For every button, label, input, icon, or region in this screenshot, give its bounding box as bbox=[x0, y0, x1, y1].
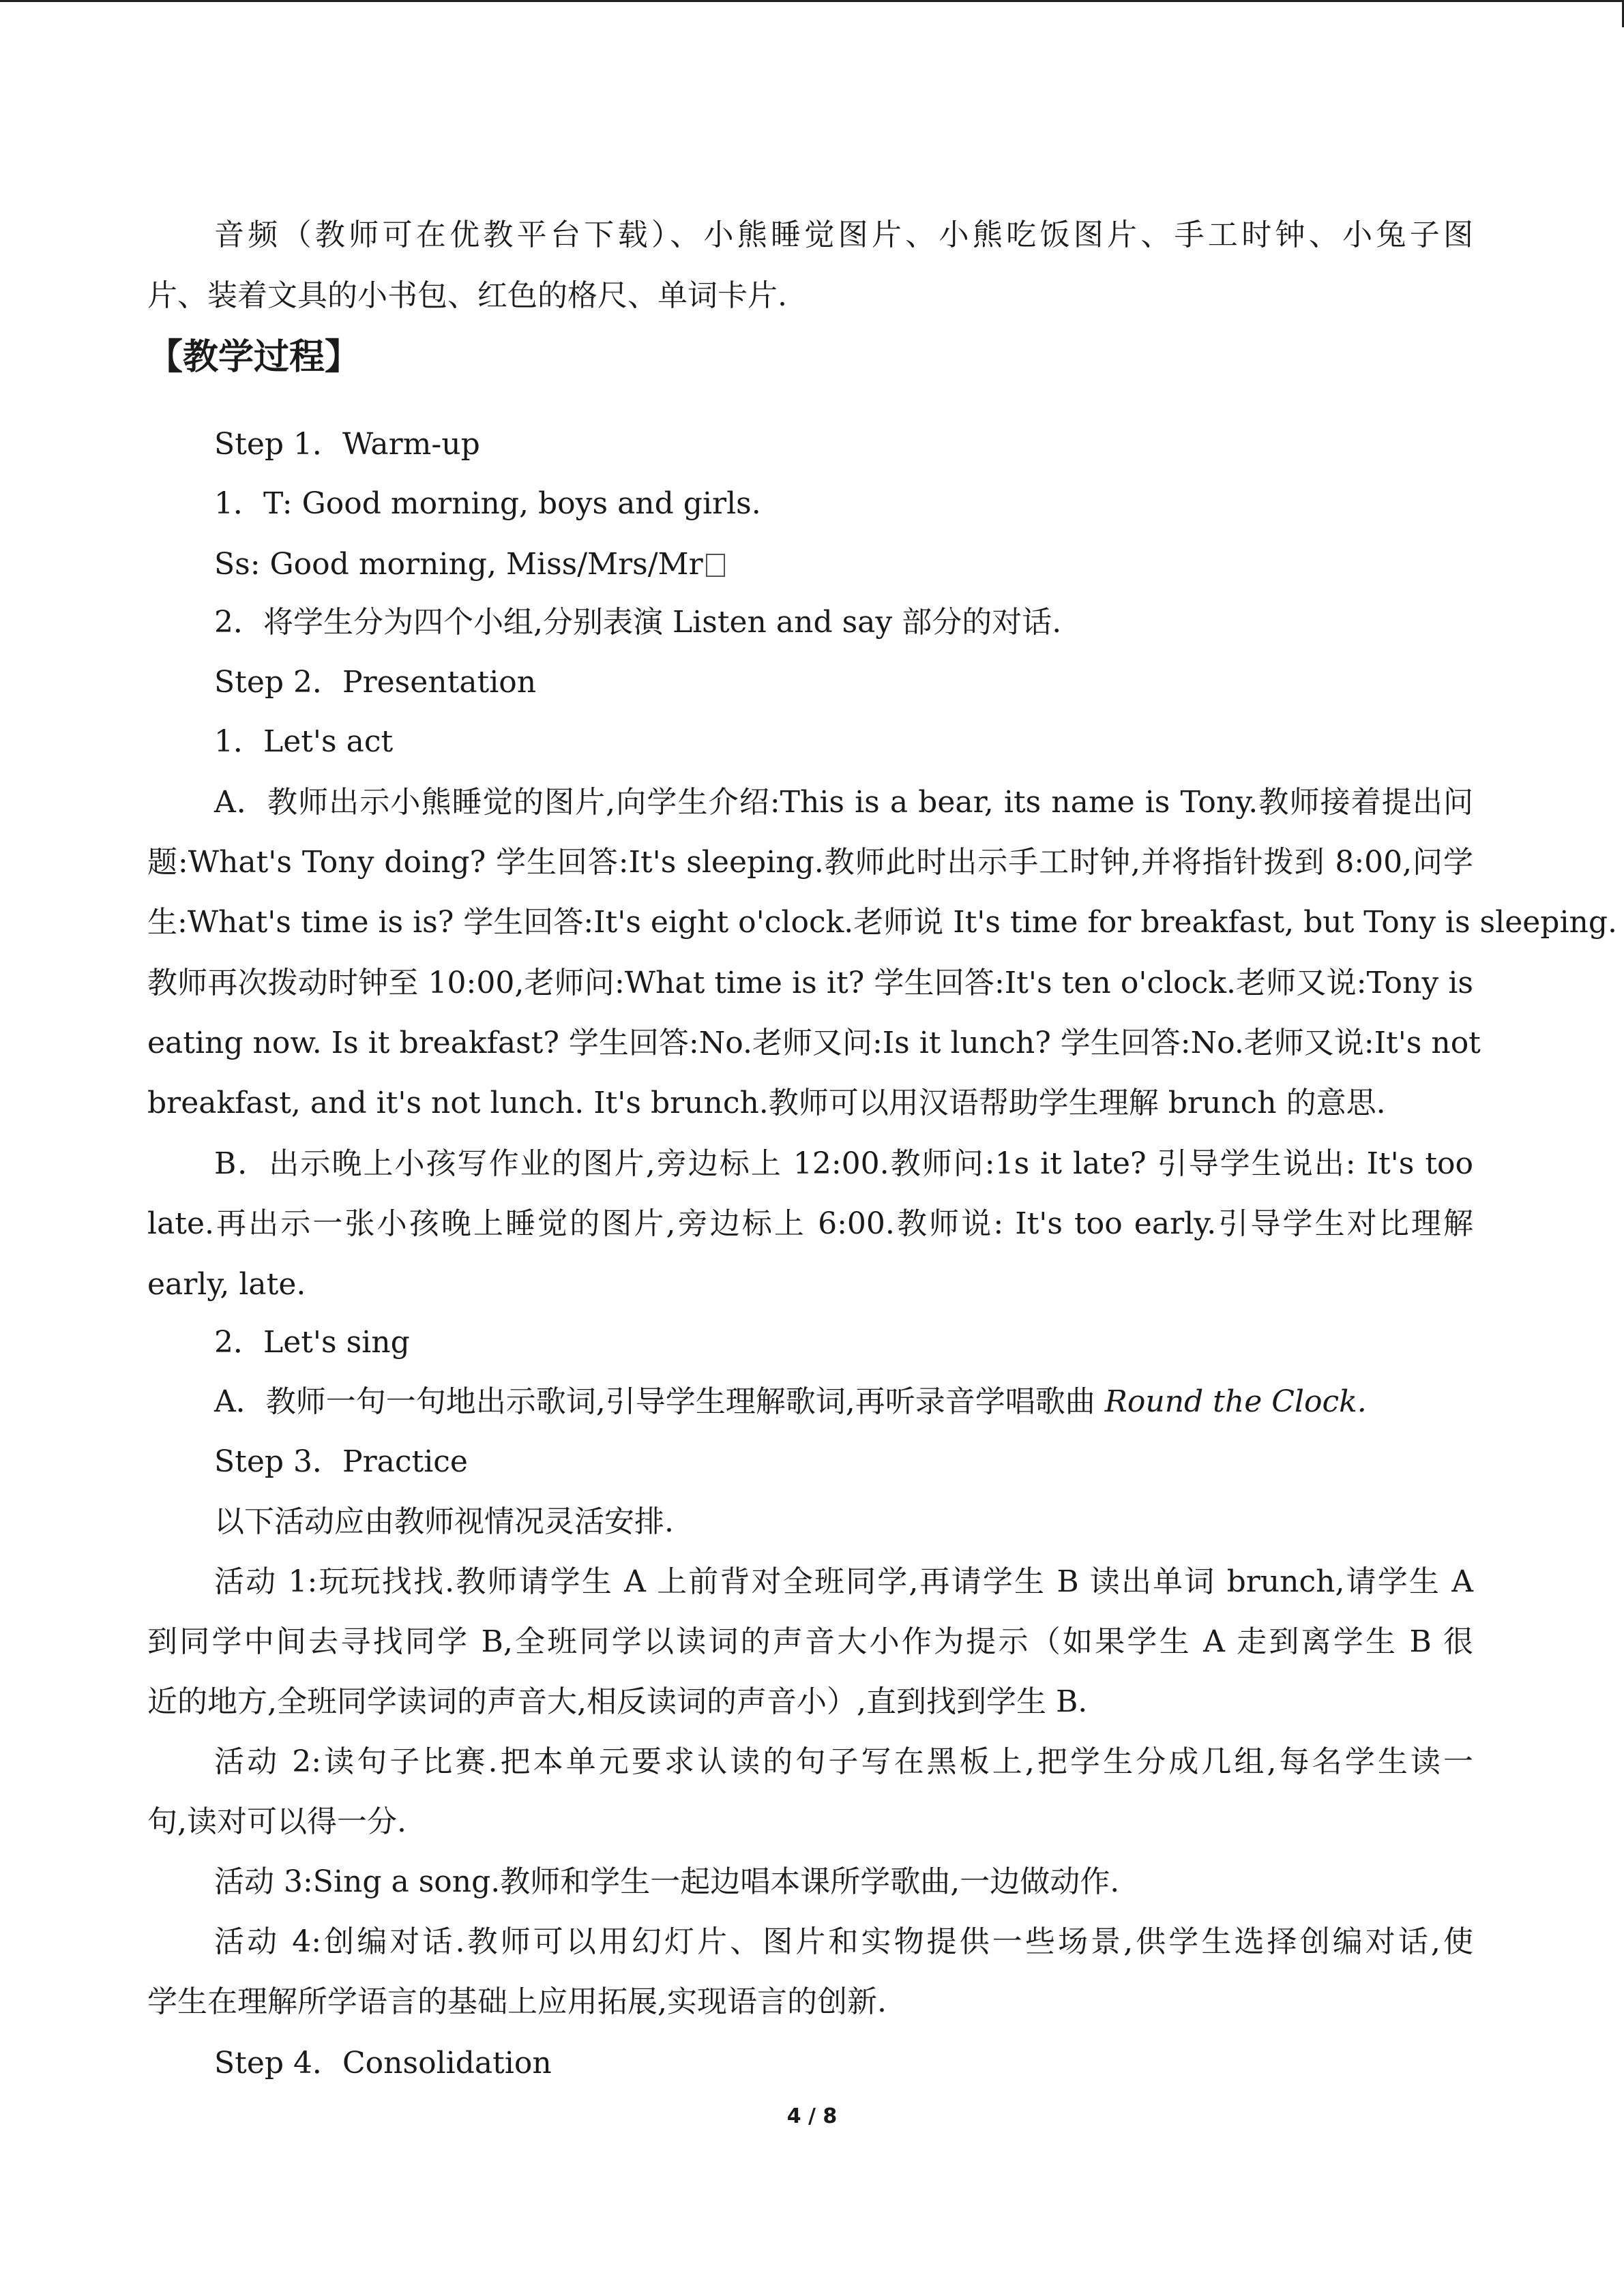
activity-2-line-1: 活动 2:读句子比赛.把本单元要求认读的句子写在黑板上,把学生分成几组,每名学生读一 bbox=[214, 1744, 1473, 1779]
step-1-item-2: 2．将学生分为四个小组,分别表演 Listen and say 部分的对话. bbox=[214, 605, 1062, 640]
materials-line-1: 音频（教师可在优教平台下载）、小熊睡觉图片、小熊吃饭图片、手工时钟、小兔子图 bbox=[214, 218, 1473, 252]
activity-a-line-6: breakfast, and it's not lunch. It's brunch.教师可以用汉语帮助学生理解 brunch 的意思. bbox=[147, 1086, 1386, 1120]
step-2-item-1: 1．Let's act bbox=[214, 724, 394, 759]
activity-1-line-1: 活动 1:玩玩找找.教师请学生 A 上前背对全班同学,再请学生 B 读出单词 brunch,请学生 A bbox=[214, 1564, 1473, 1599]
activity-2-line-2: 句,读对可以得一分. bbox=[147, 1804, 407, 1839]
step-1-reply-text: Ss: Good morning, Miss/Mrs/Mr bbox=[214, 547, 703, 582]
step-1-item-1: 1．T: Good morning, boys and girls. bbox=[214, 486, 761, 521]
activity-a-line-4: 教师再次拨动时钟至 10:00,老师问:What time is it? 学生回答:It's ten o'clock.老师又说:Tony is bbox=[147, 966, 1473, 1000]
step-2-title: Step 2．Presentation bbox=[214, 665, 537, 700]
activity-b-line-2: late.再出示一张小孩晚上睡觉的图片,旁边标上 6:00.教师说: It's too early.引导学生对比理解 bbox=[147, 1206, 1473, 1241]
activity-b-line-1: B．出示晚上小孩写作业的图片,旁边标上 12:00.教师问:1s it late? 引导学生说出: It's too bbox=[214, 1146, 1473, 1181]
step-1-title: Step 1．Warm-up bbox=[214, 427, 480, 462]
song-title: Round the Clock. bbox=[1104, 1384, 1367, 1419]
step-3-title: Step 3．Practice bbox=[214, 1444, 468, 1479]
activity-3: 活动 3:Sing a song.教师和学生一起边唱本课所学歌曲,一边做动作. bbox=[214, 1864, 1120, 1899]
activity-b-line-3: early, late. bbox=[147, 1267, 306, 1302]
sing-text: A．教师一句一句地出示歌词,引导学生理解歌词,再听录音学唱歌曲 bbox=[214, 1384, 1105, 1419]
activity-a-line-1: A．教师出示小熊睡觉的图片,向学生介绍:This is a bear, its name is Tony.教师接着提出问 bbox=[214, 785, 1473, 820]
top-border bbox=[0, 0, 1624, 2]
step-1-reply bbox=[214, 547, 725, 582]
page-number: 4 / 8 bbox=[786, 2104, 838, 2128]
section-heading: 【教学过程】 bbox=[147, 337, 361, 378]
sing-instruction bbox=[214, 1384, 1367, 1419]
activity-a-line-2: 题:What's Tony doing? 学生回答:It's sleeping.教师此时出示手工时钟,并将指针拨到 8:00,问学 bbox=[147, 845, 1473, 880]
missing-glyph-box bbox=[706, 554, 725, 577]
step-3-intro: 以下活动应由教师视情况灵活安排. bbox=[214, 1504, 674, 1539]
materials-line-2: 片、装着文具的小书包、红色的格尺、单词卡片. bbox=[147, 278, 787, 313]
activity-1-line-3: 近的地方,全班同学读词的声音大,相反读词的声音小）,直到找到学生 B. bbox=[147, 1684, 1088, 1719]
activity-a-line-3: 生:What's time is is? 学生回答:It's eight o'clock.老师说 It's time for breakfast, but Tony is sleeping. bbox=[147, 905, 1618, 940]
activity-1-line-2: 到同学中间去寻找同学 B,全班同学以读词的声音大小作为提示（如果学生 A 走到离学生 B 很 bbox=[147, 1624, 1473, 1659]
activity-4-line-1: 活动 4:创编对话.教师可以用幻灯片、图片和实物提供一些场景,供学生选择创编对话,使 bbox=[214, 1924, 1473, 1959]
activity-a-line-5: eating now. Is it breakfast? 学生回答:No.老师又问:Is it lunch? 学生回答:No.老师又说:It's not bbox=[147, 1026, 1481, 1060]
activity-4-line-2: 学生在理解所学语言的基础上应用拓展,实现语言的创新. bbox=[147, 1984, 887, 2019]
step-2-item-2: 2．Let's sing bbox=[214, 1325, 410, 1360]
step-4-title: Step 4．Consolidation bbox=[214, 2046, 552, 2081]
